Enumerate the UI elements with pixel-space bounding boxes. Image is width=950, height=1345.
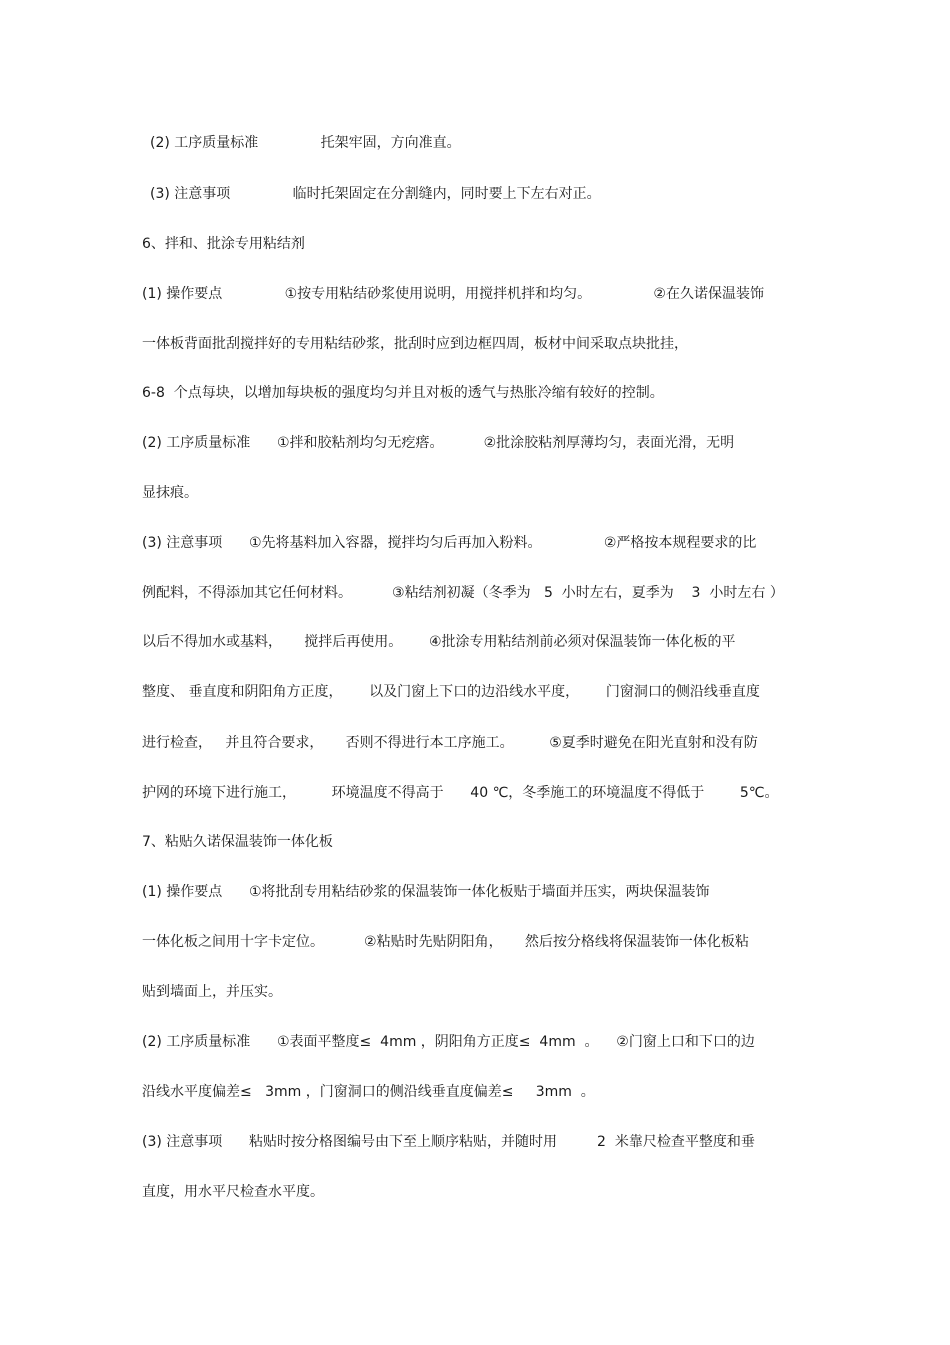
text-line: 进行检查， 并且符合要求， 否则不得进行本工序施工。 ⑤夏季时避免在阳光直射和没有防 bbox=[142, 735, 758, 751]
text-line: 护网的环境下进行施工， 环境温度不得高于 40 ℃，冬季施工的环境温度不得低于 5℃。 bbox=[142, 785, 779, 801]
text-line: (1) 操作要点 ①按专用粘结砂浆使用说明，用搅拌机拌和均匀。 ②在久诺保温装饰 bbox=[142, 286, 764, 302]
text-line: (3) 注意事项 临时托架固定在分割缝内，同时要上下左右对正。 bbox=[150, 186, 601, 202]
text-line: (2) 工序质量标准 ①表面平整度≤ 4mm ，阴阳角方正度≤ 4mm 。 ②门窗上口和下口的边 bbox=[142, 1034, 755, 1050]
text-line: 一体板背面批刮搅拌好的专用粘结砂浆，批刮时应到边框四周，板材中间采取点块批挂， bbox=[142, 336, 688, 352]
text-line: 贴到墙面上，并压实。 bbox=[142, 984, 282, 1000]
text-line: 直度，用水平尺检查水平度。 bbox=[142, 1184, 324, 1200]
text-line: 6-8 个点每块，以增加每块板的强度均匀并且对板的透气与热胀冷缩有较好的控制。 bbox=[142, 385, 664, 401]
section-heading: 6、拌和、批涂专用粘结剂 bbox=[142, 236, 305, 252]
text-line: 以后不得加水或基料， 搅拌后再使用。 ④批涂专用粘结剂前必须对保温装饰一体化板的平 bbox=[142, 634, 736, 650]
text-line: (3) 注意事项 ①先将基料加入容器，搅拌均匀后再加入粉料。 ②严格按本规程要求的比 bbox=[142, 535, 757, 551]
text-line: (3) 注意事项 粘贴时按分格图编号由下至上顺序粘贴，并随时用 2 米靠尺检查平整度和垂 bbox=[142, 1134, 755, 1150]
text-line: 显抹痕。 bbox=[142, 485, 198, 501]
text-line: (2) 工序质量标准 托架牢固，方向准直。 bbox=[150, 135, 461, 151]
text-line: (2) 工序质量标准 ①拌和胶粘剂均匀无疙瘩。 ②批涂胶粘剂厚薄均匀，表面光滑，无明 bbox=[142, 435, 735, 451]
text-line: 整度、 垂直度和阴阳角方正度， 以及门窗上下口的边沿线水平度， 门窗洞口的侧沿线垂直度 bbox=[142, 684, 760, 700]
text-line: 沿线水平度偏差≤ 3mm ，门窗洞口的侧沿线垂直度偏差≤ 3mm 。 bbox=[142, 1084, 595, 1100]
text-line: 例配料，不得添加其它任何材料。 ③粘结剂初凝（冬季为 5 小时左右，夏季为 3 小时左右 ） bbox=[142, 585, 784, 601]
text-line: 一体化板之间用十字卡定位。 ②粘贴时先贴阴阳角， 然后按分格线将保温装饰一体化板粘 bbox=[142, 934, 749, 950]
section-heading: 7、粘贴久诺保温装饰一体化板 bbox=[142, 834, 333, 850]
text-line: (1) 操作要点 ①将批刮专用粘结砂浆的保温装饰一体化板贴于墙面并压实，两块保温装饰 bbox=[142, 884, 710, 900]
